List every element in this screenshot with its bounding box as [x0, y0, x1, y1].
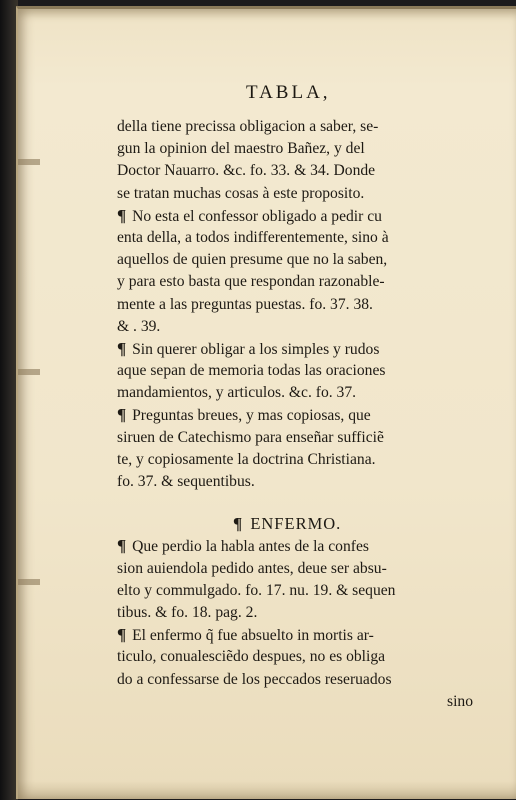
index-entry [117, 624, 477, 691]
text-line: & . 39. [117, 317, 161, 335]
text-line: elto y commulgado. fo. 17. nu. 19. & sequen [117, 581, 396, 599]
text-line: ¶ Que perdio la habla antes de la confes [117, 536, 369, 556]
text-line: mandamientos, y articulos. &c. fo. 37. [117, 384, 357, 402]
text-line: ticulo, conualesciẽdo despues, no es obliga [117, 648, 386, 666]
index-entry [117, 116, 477, 205]
section-heading: ¶ ENFERMO. [233, 514, 342, 534]
pilcrow-mark: ¶ [117, 205, 127, 225]
text-line: tibus. & fo. 18. pag. 2. [117, 603, 258, 621]
text-line: se tratan muchas cosas à este proposito. [117, 184, 365, 202]
text-line: mente a las preguntas puestas. fo. 37. 38. [117, 295, 373, 313]
index-entry [117, 338, 477, 405]
index-entry [117, 535, 477, 624]
page-header: TABLA, [246, 82, 331, 103]
text-line: siruen de Catechismo para enseñar sufficiẽ [117, 428, 384, 446]
section-gap [117, 493, 477, 513]
text-line: te, y copiosamente la doctrina Christiana. [117, 450, 376, 468]
pilcrow-mark: ¶ [117, 405, 127, 425]
page-text [117, 116, 477, 713]
text-line: ¶ Sin querer obligar a los simples y rudos [117, 338, 380, 358]
text-line: della tiene precissa obligacion a saber, se- [117, 118, 379, 135]
index-entry [117, 205, 477, 338]
text-line: do a confessarse de los peccados reseruados [117, 670, 392, 688]
text-line: gun la opinion del maestro Bañez, y del [117, 140, 365, 158]
text-line: ¶ El enfermo q̃ fue absuelto in mortis ar- [117, 625, 374, 645]
text-line: ¶ Preguntas breues, y mas copiosas, que [117, 405, 371, 425]
index-entry [117, 404, 477, 493]
pilcrow-mark: ¶ [233, 514, 244, 534]
catchword: sino [447, 692, 473, 710]
text-line: y para esto basta que respondan razonable- [117, 273, 385, 291]
text-line: fo. 37. & sequentibus. [117, 473, 255, 490]
text-line: ¶ No esta el confessor obligado a pedir cu [117, 205, 382, 225]
pilcrow-mark: ¶ [117, 625, 127, 645]
pilcrow-mark: ¶ [117, 338, 127, 358]
pilcrow-mark: ¶ [117, 536, 127, 556]
text-line: sion auiendola pedido antes, deue ser absu- [117, 559, 387, 577]
text-line: aquellos de quien presume que no la saben, [117, 251, 388, 269]
text-line: Doctor Nauarro. &c. fo. 33. & 34. Donde [117, 162, 376, 180]
spine-marks [18, 159, 40, 659]
text-line: aque sepan de memoria todas las oraciones [117, 362, 386, 380]
text-line: enta della, a todos indifferentemente, sino à [117, 228, 389, 246]
